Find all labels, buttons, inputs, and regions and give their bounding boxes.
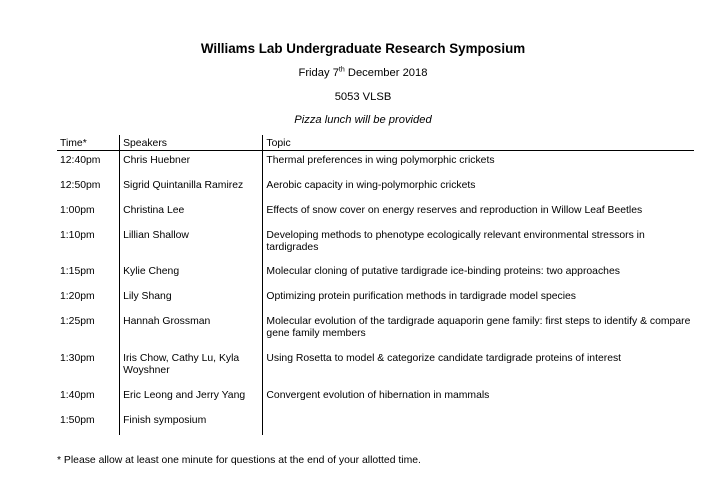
row-speaker: Lily Shang <box>120 287 263 312</box>
footnote: * Please allow at least one minute for questions at the end of your allotted time. <box>57 455 421 466</box>
row-time: 1:15pm <box>60 265 95 277</box>
row-speaker: Finish symposium <box>120 411 263 435</box>
event-date <box>0 67 726 79</box>
row-topic: Developing methods to phenotype ecologically relevant environmental stressors in tardigrades <box>263 226 694 262</box>
row-speaker: Chris Huebner <box>120 151 263 176</box>
row-speaker: Christina Lee <box>120 201 263 226</box>
row-time: 1:00pm <box>60 204 95 216</box>
row-time: 1:10pm <box>60 229 95 241</box>
row-topic: Using Rosetta to model & categorize candidate tardigrade proteins of interest <box>263 349 694 386</box>
table-row <box>57 262 694 287</box>
row-time: 1:50pm <box>60 414 95 426</box>
row-speaker: Lillian Shallow <box>120 226 263 262</box>
row-topic: Molecular evolution of the tardigrade aquaporin gene family: first steps to identify & compare gene family members <box>263 312 694 349</box>
table-row <box>57 201 694 226</box>
row-topic: Convergent evolution of hibernation in mammals <box>263 386 694 411</box>
table-row <box>57 349 694 386</box>
row-topic: Effects of snow cover on energy reserves and reproduction in Willow Leaf Beetles <box>263 201 694 226</box>
row-topic: Aerobic capacity in wing-polymorphic crickets <box>263 176 694 201</box>
page-title: Williams Lab Undergraduate Research Symposium <box>200 41 526 56</box>
table-row <box>57 226 694 262</box>
row-time: 1:20pm <box>60 290 95 302</box>
row-time: 1:25pm <box>60 315 95 327</box>
column-header-time: Time* <box>60 137 87 149</box>
event-date-ordinal: th <box>338 66 345 74</box>
row-speaker: Sigrid Quintanilla Ramirez <box>120 176 263 201</box>
column-header-speakers: Speakers <box>120 135 263 151</box>
row-topic <box>263 411 694 435</box>
row-speaker: Hannah Grossman <box>120 312 263 349</box>
column-header-topic: Topic <box>263 135 694 151</box>
lunch-note: Pizza lunch will be provided <box>294 114 432 126</box>
table-row <box>57 312 694 349</box>
table-row <box>57 411 694 435</box>
event-date-suffix: December 2018 <box>344 67 428 79</box>
row-topic: Optimizing protein purification methods in tardigrade model species <box>263 287 694 312</box>
table-row <box>57 287 694 312</box>
table-row <box>57 151 694 176</box>
event-room: 5053 VLSB <box>334 91 392 103</box>
row-speaker: Iris Chow, Cathy Lu, Kyla Woyshner <box>120 349 263 386</box>
row-time: 12:40pm <box>60 155 101 166</box>
row-topic: Molecular cloning of putative tardigrade ice-binding proteins: two approaches <box>263 262 694 287</box>
table-row <box>57 176 694 201</box>
event-date-prefix: Friday 7 <box>298 67 339 79</box>
row-speaker: Kylie Cheng <box>120 262 263 287</box>
row-time: 12:50pm <box>60 179 101 191</box>
row-time: 1:30pm <box>60 352 95 364</box>
row-speaker: Eric Leong and Jerry Yang <box>120 386 263 411</box>
row-topic: Thermal preferences in wing polymorphic crickets <box>263 151 694 176</box>
table-row <box>57 386 694 411</box>
schedule-table <box>57 135 694 435</box>
row-time: 1:40pm <box>60 389 95 401</box>
table-header-row <box>57 135 694 151</box>
